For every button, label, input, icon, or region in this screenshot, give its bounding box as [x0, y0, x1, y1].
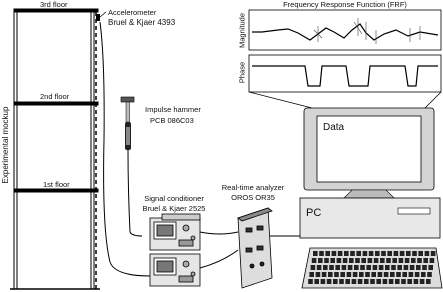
accelerometer-cable [100, 22, 150, 276]
analyzer-label: Real-time analyzer [221, 183, 285, 192]
keyboard-key [344, 251, 349, 256]
keyboard [302, 248, 442, 288]
keyboard-key [416, 265, 421, 270]
keyboard-key [406, 251, 411, 256]
keyboard-key [345, 279, 350, 284]
keyboard-key [314, 279, 319, 284]
hammer-label: Impulse hammer [145, 105, 201, 114]
keyboard-key [355, 258, 360, 263]
keyboard-key [399, 258, 404, 263]
keyboard-key [370, 279, 375, 284]
keyboard-key [338, 251, 343, 256]
keyboard-key [322, 272, 327, 277]
keyboard-key [325, 251, 330, 256]
keyboard-key [368, 258, 373, 263]
monitor-data-text: Data [323, 122, 345, 133]
keyboard-key [401, 279, 406, 284]
keyboard-key [376, 279, 381, 284]
keyboard-key [387, 251, 392, 256]
keyboard-key [422, 265, 427, 270]
keyboard-key [369, 251, 374, 256]
keyboard-key [361, 258, 366, 263]
keyboard-key [348, 265, 353, 270]
keyboard-key [317, 265, 322, 270]
keyboard-key [356, 251, 361, 256]
accelerometer-model: Bruel & Kjaer 4393 [108, 18, 176, 27]
keyboard-key [358, 279, 363, 284]
keyboard-key [410, 265, 415, 270]
frf-panel [249, 10, 441, 108]
keyboard-key [354, 265, 359, 270]
conditioner-model: Bruel & Kjaer 2525 [142, 204, 206, 213]
keyboard-key [333, 279, 338, 284]
keyboard-key [313, 251, 318, 256]
keyboard-key [389, 279, 394, 284]
keyboard-key [430, 258, 435, 263]
keyboard-key [431, 251, 436, 256]
keyboard-key [365, 272, 370, 277]
keyboard-key [319, 251, 324, 256]
keyboard-key [309, 272, 314, 277]
analyzer-model: OROS OR35 [231, 193, 275, 202]
keyboard-key [391, 265, 396, 270]
keyboard-key [428, 265, 433, 270]
keyboard-key [312, 258, 317, 263]
keyboard-key [330, 258, 335, 263]
keyboard-key [402, 272, 407, 277]
keyboard-key [329, 265, 334, 270]
keyboard-key [366, 265, 371, 270]
floor-label-1st: 1st floor [43, 180, 70, 189]
experimental-mockup-frame [10, 9, 100, 289]
keyboard-key [417, 258, 422, 263]
keyboard-key [323, 265, 328, 270]
keyboard-key [384, 272, 389, 277]
keyboard-key [342, 265, 347, 270]
keyboard-key [371, 272, 376, 277]
floor-label-3rd: 3rd floor [40, 0, 68, 9]
keyboard-key [412, 251, 417, 256]
keyboard-key [425, 251, 430, 256]
keyboard-key [359, 272, 364, 277]
keyboard-key [352, 279, 357, 284]
keyboard-key [316, 272, 321, 277]
keyboard-key [349, 258, 354, 263]
keyboard-key [334, 272, 339, 277]
keyboard-key [396, 272, 401, 277]
accelerometer-sensor [96, 12, 106, 21]
keyboard-key [375, 251, 380, 256]
keyboard-key [405, 258, 410, 263]
keyboard-key [409, 272, 414, 277]
keyboard-key [324, 258, 329, 263]
keyboard-key [363, 251, 368, 256]
keyboard-key [360, 265, 365, 270]
keyboard-key [335, 265, 340, 270]
keyboard-key [380, 258, 385, 263]
keyboard-key [350, 251, 355, 256]
keyboard-key [421, 272, 426, 277]
magnitude-axis-label: Magnitude [237, 12, 247, 49]
keyboard-key [418, 251, 423, 256]
keyboard-key [415, 272, 420, 277]
keyboard-key [311, 265, 316, 270]
keyboard-key [364, 279, 369, 284]
keyboard-key [347, 272, 352, 277]
keyboard-key [353, 272, 358, 277]
keyboard-key [397, 265, 402, 270]
keyboard-key [400, 251, 405, 256]
keyboard-key [339, 279, 344, 284]
keyboard-key [395, 279, 400, 284]
keyboard-key [381, 251, 386, 256]
keyboard-key [423, 258, 428, 263]
conditioner-analyzer-cables [200, 232, 238, 268]
keyboard-key [328, 272, 333, 277]
keyboard-key [392, 258, 397, 263]
experimental-mockup-label: Experimental mockup [1, 106, 10, 184]
keyboard-key [386, 258, 391, 263]
keyboard-key [385, 265, 390, 270]
keyboard-key [343, 258, 348, 263]
keyboard-key [318, 258, 323, 263]
keyboard-key [340, 272, 345, 277]
keyboard-key [379, 265, 384, 270]
keyboard-key [407, 279, 412, 284]
keyboard-key [374, 258, 379, 263]
keyboard-key [321, 279, 326, 284]
real-time-analyzer [238, 208, 272, 288]
keyboard-key [378, 272, 383, 277]
keyboard-key [383, 279, 388, 284]
keyboard-key [327, 279, 332, 284]
keyboard-key [414, 279, 419, 284]
keyboard-key [337, 258, 342, 263]
phase-axis-label: Phase [237, 61, 247, 84]
keyboard-key [426, 279, 431, 284]
keyboard-key [394, 251, 399, 256]
keyboard-key [427, 272, 432, 277]
floor-label-2nd: 2nd floor [40, 92, 70, 101]
keyboard-key [308, 279, 313, 284]
keyboard-key [373, 265, 378, 270]
keyboard-key [420, 279, 425, 284]
hammer-model: PCB 086C03 [150, 116, 194, 125]
conditioner-label: Signal conditioner [144, 194, 204, 203]
keyboard-key [411, 258, 416, 263]
pc-label: PC [306, 207, 322, 219]
frf-title: Frequency Response Function (FRF) [283, 0, 407, 9]
signal-conditioner [150, 214, 200, 286]
keyboard-key [332, 251, 337, 256]
keyboard-key [404, 265, 409, 270]
keyboard-key [390, 272, 395, 277]
impulse-hammer [121, 97, 142, 236]
accelerometer-label: Accelerometer [108, 8, 157, 17]
